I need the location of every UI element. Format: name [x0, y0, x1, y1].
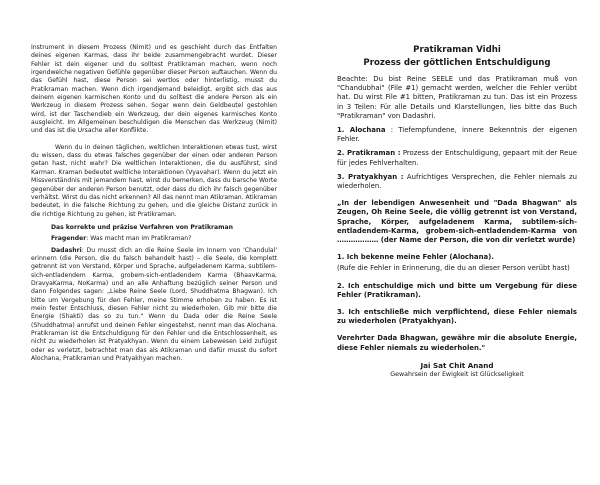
step-pratyakhyan: [337, 173, 577, 191]
right-column: [337, 44, 577, 379]
answer-text: : Du musst dich an die Reine Seele im Innern von 'Chandulal' erinnern (die Person, die du falsch behandelt hast) – die Seele, die komplett getrennt ist von Verstand, Körper und Sprache, aufgeladenem Karma, subtilem-sich-entladendem Karma, grobem-sich-entladendem Karma (BhaavKarma, DravyaKarma, NoKarma) und an alle Anhaftung bezüglich seiner Person und dann Folgendes sagen: „Liebe Reine Seele (Lord, Shuddhatma Bhagwan). Ich bitte um Vergebung für den Fehler, meine Stimme erhoben zu haben. Es ist mein fester Entschluss, diesen Fehler nicht zu wiederholen. Gib mir bitte die Energie (Shakti) das so zu tun." Wenn du Dada oder die Reine Seele (Shuddhatma) anrufst und deinen Fehler eingestehst, nennt man das Alochana. Pratikraman ist die Entschuldigung für den Fehler und die Entschlossenheit, es nicht zu wiederholen ist Pratyakhyan. Wenn du einem Lebewesen Leid zufügst oder es verletzt, betrachtet man das als Atikraman und dafür musst du sofort Alochana, Pratikraman und Pratyakhyan machen.: [31, 246, 277, 363]
step-label: 1. Alochana: [337, 126, 386, 135]
prayer-final: Verehrter Dada Bhagwan, gewähre mir die absolute Energie, diese Fehler niemals zu wiederholen.": [337, 334, 577, 352]
step-alochana: [337, 126, 577, 144]
left-paragraph-1: Instrument in diesem Prozess (Nimit) und es geschieht durch das Entfalten deines eigenen Karmas, dass ihr beide zusammengebracht wurdet. Dieser Fehler ist dein eigener und du solltest Pratikraman machen, wenn noch irgendwelche negativen Gefühle gegenüber dieser Person auftauchen. Wenn du das Gefühl hast, diese Person sei wertlos oder hinterlistig, musst du Pratikraman machen. Wenn dich irgendjemand beleidigt, ergibt sich das aus deinem eigenen karmischen Konto und du solltest die andere Person als ein Werkzeug in diesem Prozess sehen. Sogar wenn dein Geldbeutel gestohlen wird, ist der Taschendieb ein Werkzeug, der dein eigenes karmisches Konto ausgleicht. Im Allgemeinen beschuldigen die Menschen das Werkzeug (Nimit) und das ist die Ursache aller Konflikte.: [31, 44, 277, 135]
left-subheading: Das korrekte und präzise Verfahren von Pratikraman: [51, 223, 233, 231]
prayer-line-3: 3. Ich entschließe mich verpflichtend, diese Fehler niemals zu wiederholen (Pratyakhyan).: [337, 308, 577, 326]
question-paragraph: [31, 235, 277, 243]
intro-paragraph: Beachte: Du bist Reine SEELE und das Pratikraman muß von "Chandubhai" (File #1) gemacht werden, welcher die Fehler verübt hat. Du wirst File #1 bitten, Pratikraman zu tun. Das ist ein Prozess in 3 Teilen: Für alle Details und Klarstellungen, lies bitte das Buch "Pratikraman" von Dadashri.: [337, 75, 577, 120]
step-label: 2. Pratikraman :: [337, 149, 401, 158]
prayer-line-2: 2. Ich entschuldige mich und bitte um Vergebung für diese Fehler (Pratikraman).: [337, 281, 577, 299]
step-pratikraman: [337, 149, 577, 167]
prayer-intro: „In der lebendigen Anwesenheit und "Dada Bhagwan" als Zeugen, Oh Reine Seele, die völlig getrennt ist von Verstand, Sprache, Körper, aufgeladenem Karma, subtilem-sich-entladendem-Karma, grobem-sich-entladendem-Karma von ……………… (der Name der Person, die von dir verletzt wurde): [337, 199, 577, 245]
prayer-line-1-note: (Rufe die Fehler in Erinnerung, die du an dieser Person verübt hast): [337, 264, 570, 273]
question-text: : Was macht man im Pratikraman?: [86, 235, 192, 243]
closing-title: Jai Sat Chit Anand: [420, 360, 494, 370]
prayer-line-1: 1. Ich bekenne meine Fehler (Alochana).: [337, 253, 494, 262]
step-label: 3. Pratyakhyan :: [337, 172, 404, 181]
step-text: : Tiefempfundene, innere Bekenntnis der eigenen Fehler.: [337, 126, 577, 144]
question-speaker: Fragender: [51, 235, 87, 243]
closing-subtitle: Gewahrsein der Ewigkeit ist Glückseligkeit: [390, 371, 524, 379]
left-paragraph-2: Wenn du in deinen täglichen, weltlichen Interaktionen etwas tust, wirst du wissen, dass du etwas falsches gegenüber der einen oder anderen Person getan hast, nicht wahr? Die weltlichen Interaktionen, die du ausführst, sind Karman. Kraman bedeutet weltliche Interaktionen (Vyavahar). Wenn du jetzt ein Missverständnis mit jemandem hast, wirst du bemerken, dass du barsche Worte gegenüber der anderen Person benutzt, oder dass du dich ihr falsch gegenüber verhältst. Wirst du das nicht erkennen? All das nennt man Atikraman. Atikraman bedeutet, in die falsche Richtung zu gehen, und die gleiche Distanz zurück in die richtige Richtung zu gehen, ist Pratikraman.: [31, 143, 277, 218]
answer-speaker: Dadashri: [51, 246, 82, 254]
step-text: Aufrichtiges Versprechen, die Fehler niemals zu wiederholen.: [337, 172, 577, 191]
left-column: [31, 44, 277, 363]
page-subtitle: Prozess der göttlichen Entschuldigung: [363, 58, 551, 68]
step-text: Prozess der Entschuldigung, gepaart mit der Reue für jedes Fehlverhalten.: [337, 149, 577, 167]
answer-paragraph: [31, 247, 277, 364]
page-title: Pratikraman Vidhi: [413, 45, 501, 55]
